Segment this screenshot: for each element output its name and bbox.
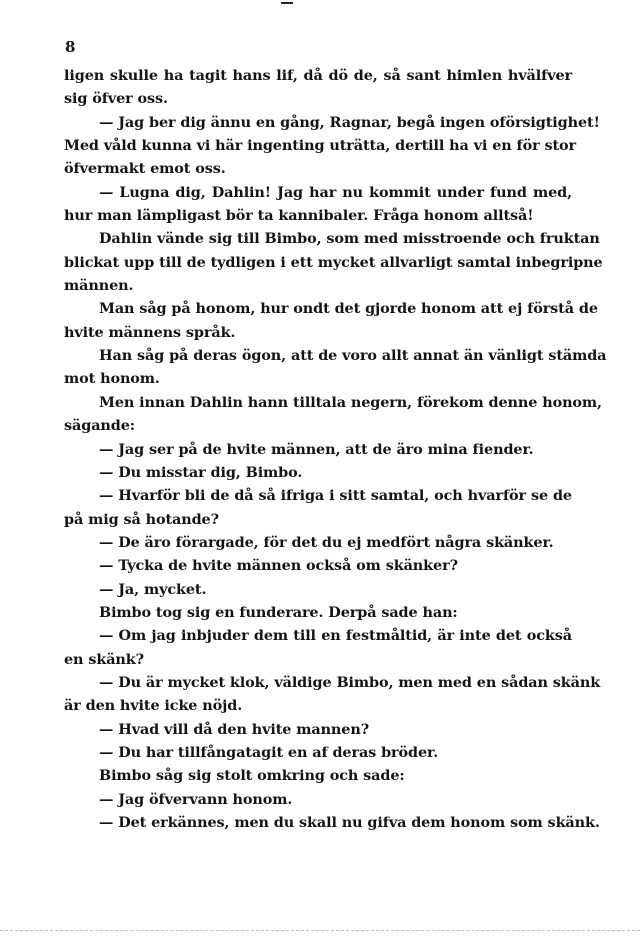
text-line: Man såg på honom, hur ondt det gjorde honom att ej förstå de (99, 300, 598, 318)
text-line: Men innan Dahlin hann tilltala negern, förekom denne honom, (99, 393, 602, 411)
text-line: sägande: (64, 417, 136, 435)
text-line: — Jag ser på de hvite männen, att de äro mina fiender. (99, 440, 534, 458)
text-line: på mig så hotande? (64, 510, 219, 528)
text-line: — Ja, mycket. (99, 580, 207, 598)
text-line: en skänk? (64, 650, 144, 668)
text-line: — Du misstar dig, Bimbo. (99, 463, 303, 481)
text-line: Bimbo såg sig stolt omkring och sade: (99, 767, 405, 785)
text-line: — Tycka de hvite männen också om skänker? (99, 557, 458, 575)
text-line: mot honom. (64, 370, 160, 388)
text-line: — Du har tillfångatagit en af deras bröder. (99, 743, 439, 761)
text-line: männen. (64, 277, 134, 295)
text-line: — Lugna dig, Dahlin! Jag har nu kommit under fund med, (99, 183, 572, 201)
text-line: hvite männens språk. (64, 323, 236, 341)
bottom-scan-rule (0, 930, 640, 931)
text-line: ligen skulle ha tagit hans lif, då dö de, så sant himlen hvälfver (64, 67, 572, 84)
page-top-mark (281, 2, 293, 4)
page-number: 8 (65, 38, 76, 56)
text-line: Han såg på deras ögon, att de voro allt annat än vänligt stämda (99, 347, 607, 365)
text-line: sig öfver oss. (64, 90, 168, 108)
text-line: — Det erkännes, men du skall nu gifva dem honom som skänk. (99, 814, 600, 831)
text-line: är den hvite icke nöjd. (64, 697, 243, 715)
text-line: — Jag ber dig ännu en gång, Ragnar, begå ingen oförsigtighet! (99, 113, 600, 131)
text-line: Med våld kunna vi här ingenting uträtta, dertill ha vi en för stor (64, 137, 577, 155)
text-line: — Hvarför bli de då så ifriga i sitt samtal, och hvarför se de (99, 487, 572, 505)
text-line: — Hvad vill då den hvite mannen? (99, 720, 370, 738)
text-line: Bimbo tog sig en funderare. Derpå sade han: (99, 603, 458, 621)
text-line: — De äro förargade, för det du ej medfört några skänker. (99, 533, 554, 551)
text-line: hur man lämpligast bör ta kannibaler. Fråga honom alltså! (64, 207, 534, 225)
text-line: — Om jag inbjuder dem till en festmåltid, är inte det också (99, 627, 572, 645)
text-line: — Du är mycket klok, väldige Bimbo, men med en sådan skänk (99, 673, 601, 691)
text-line: Dahlin vände sig till Bimbo, som med misstroende och fruktan (99, 230, 600, 248)
text-line: — Jag öfvervann honom. (99, 790, 293, 808)
text-line: blickat upp till de tydligen i ett mycket allvarligt samtal inbegripne (64, 253, 603, 271)
body-text (64, 64, 607, 834)
text-line: öfvermakt emot oss. (64, 160, 226, 178)
